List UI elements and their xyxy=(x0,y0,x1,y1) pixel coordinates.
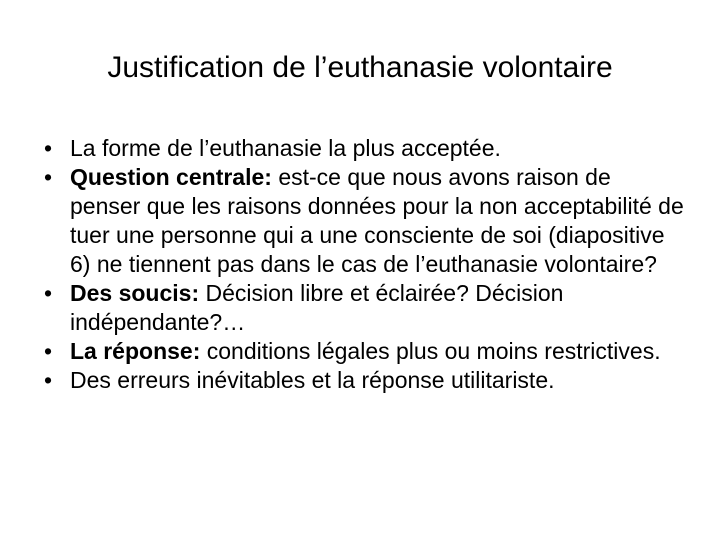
bullet-dot-icon: • xyxy=(44,338,53,364)
bullet-text: est-ce que nous avons raison de penser que les raisons données pour la non acceptabilité de tuer une personne qui a une consciente de soi (diapositive 6) ne tiennent pas dans le cas de l’euthanasie volontaire? xyxy=(70,164,684,277)
slide-title: Justification de l’euthanasie volontaire xyxy=(107,51,613,84)
bullet-dot-icon: • xyxy=(44,280,53,306)
bullet-item-5 xyxy=(44,366,684,395)
bullet-dot-icon: • xyxy=(44,135,53,161)
bullet-text: conditions légales plus ou moins restrictives. xyxy=(200,338,661,364)
bullet-text: Décision libre et éclairée? Décision indépendante?… xyxy=(70,280,564,335)
bullet-item-4 xyxy=(44,337,684,366)
bullet-bold-label: Des soucis: xyxy=(70,280,200,306)
bullet-dot-icon: • xyxy=(44,164,53,190)
bullet-text: La forme de l’euthanasie la plus acceptée. xyxy=(70,135,501,161)
bullet-bold-label: La réponse: xyxy=(70,338,201,364)
bullet-item-2 xyxy=(44,163,684,279)
bullet-bold-label: Question centrale: xyxy=(70,164,272,190)
bullet-item-1 xyxy=(44,134,684,163)
bullet-list xyxy=(44,134,684,395)
bullet-item-3 xyxy=(44,279,684,337)
bullet-dot-icon: • xyxy=(44,367,53,393)
bullet-text: Des erreurs inévitables et la réponse utilitariste. xyxy=(70,367,555,393)
